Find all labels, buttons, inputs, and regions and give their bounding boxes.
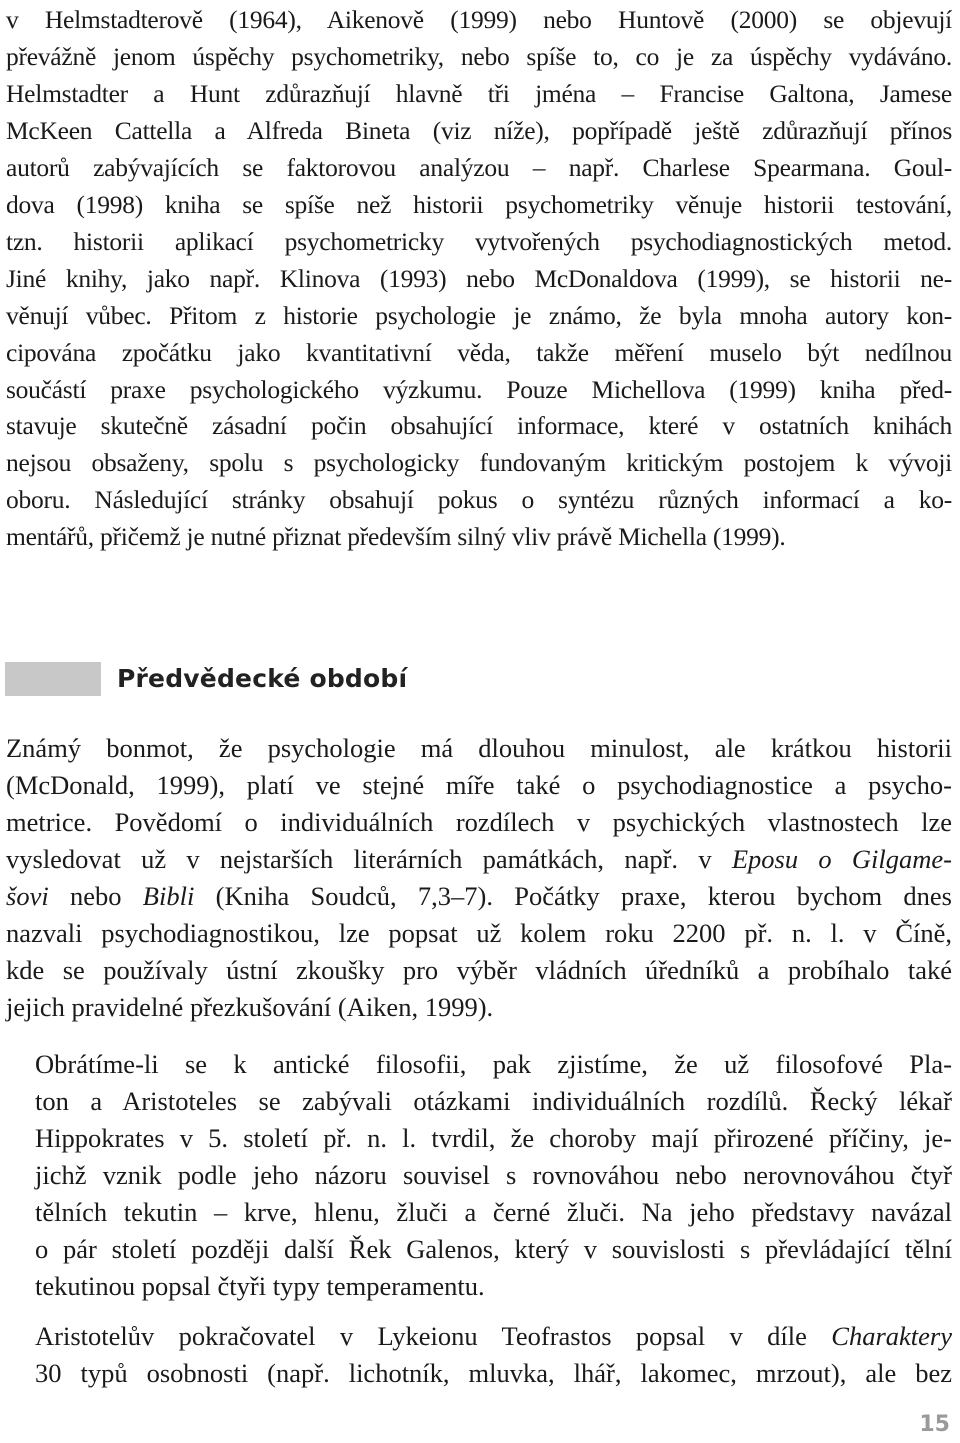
page-number: 15 — [919, 1412, 950, 1437]
section-heading: Předvědecké období — [117, 664, 408, 693]
text-line: Známý bonmot, že psychologie má dlouhou minulost, ale krátkou historii — [6, 733, 952, 763]
text-line — [6, 878, 952, 915]
book-title-italic: Charaktery — [831, 1321, 952, 1351]
paragraph-teofrastos — [6, 1318, 952, 1392]
text-line: Obrátíme-li se k antické filosofii, pak zjistíme, že už filosofové Pla- — [35, 1049, 952, 1079]
paragraph-prescientific-period — [6, 730, 952, 1026]
text-line: Hippokrates v 5. století př. n. l. tvrdil, že choroby mají přirozené příčiny, je- — [35, 1122, 952, 1153]
book-title-italic: Eposu o Gilgame- — [731, 843, 952, 874]
text-line: stavuje skutečně zásadní počin obsahující informace, které v ostatních knihách — [6, 411, 952, 441]
text-line: kde se používaly ústní zkoušky pro výběr vládních úředníků a probíhalo také — [6, 954, 952, 985]
text-line: (McDonald, 1999), platí ve stejné míře také o psychodiagnostice a psycho- — [6, 769, 952, 800]
text-line — [6, 841, 952, 878]
section-heading-marker — [5, 662, 101, 696]
text-line: cipována zpočátku jako kvantitativní věda, takže měření muselo být nedílnou — [6, 337, 952, 367]
text-line: Jiné knihy, jako např. Klinova (1993) nebo McDonaldova (1999), se historii ne- — [6, 263, 952, 293]
text-line: metrice. Povědomí o individuálních rozdílech v psychických vlastnostech lze — [6, 806, 952, 837]
text-line: jichž vznik podle jeho názoru souvisel s rovnováhou nebo nerovnováhou čtyř — [35, 1159, 952, 1190]
text-line: jejich pravidelné přezkušování (Aiken, 1999). — [6, 991, 494, 1022]
text-line: nazvali psychodiagnostikou, lze popsat už kolem roku 2200 př. n. l. v Číně, — [6, 917, 952, 948]
text-line: McKeen Cattella a Alfreda Bineta (viz níže), popřípadě ještě zdůrazňují přínos — [6, 115, 952, 145]
text-line: nejsou obsaženy, spolu s psychologicky fundovaným kritickým postojem k vývoji — [6, 448, 952, 478]
text-line: autorů zabývajících se faktorovou analýzou – např. Charlese Spearmana. Goul- — [6, 152, 952, 182]
text-line: Helmstadter a Hunt zdůrazňují hlavně tři jména – Francise Galtona, Jamese — [6, 78, 952, 108]
text-run: Aristotelův pokračovatel v Lykeionu Teofrastos popsal v díle — [35, 1321, 832, 1351]
text-line: v Helmstadterově (1964), Aikenově (1999) nebo Huntově (2000) se objevují — [6, 5, 952, 34]
text-line: dova (1998) kniha se spíše než historii psychometriky věnuje historii testování, — [6, 189, 952, 219]
text-run: nebo — [48, 880, 143, 911]
book-title-italic: šovi — [6, 880, 49, 911]
book-title-italic: Bibli — [142, 880, 195, 911]
paragraph-history-sources — [6, 2, 952, 556]
text-line: tekutinou popsal čtyři typy temperamentu. — [35, 1270, 485, 1301]
text-line: oboru. Následující stránky obsahují pokus o syntézu různých informací a ko- — [6, 485, 952, 515]
text-line — [6, 1318, 952, 1355]
text-line: věnují vůbec. Přitom z historie psychologie je známo, že byla mnoha autory kon- — [6, 300, 952, 330]
text-line: součástí praxe psychologického výzkumu. Pouze Michellova (1999) kniha před- — [6, 374, 952, 404]
text-line: tělních tekutin – krve, hlenu, žluči a černé žluči. Na jeho představy navázal — [35, 1196, 952, 1227]
text-line: mentářů, přičemž je nutné přiznat především silný vliv právě Michella (1999). — [6, 522, 786, 552]
paragraph-antique-philosophy — [6, 1046, 952, 1305]
text-line: o pár století později další Řek Galenos, který v souvislosti s převládající tělní — [35, 1233, 952, 1264]
text-line: 30 typů osobnosti (např. lichotník, mluvka, lhář, lakomec, mrzout), ale bez — [35, 1357, 952, 1388]
text-run: (Kniha Soudců, 7,3–7). Počátky praxe, kterou bychom dnes — [194, 880, 952, 911]
text-line: ton a Aristoteles se zabývali otázkami individuálních rozdílů. Řecký lékař — [35, 1085, 952, 1116]
text-run: vysledovat už v nejstarších literárních památkách, např. v — [6, 843, 732, 874]
text-line: převážně jenom úspěchy psychometriky, nebo spíše to, co je za úspěchy vydáváno. — [6, 41, 952, 71]
text-line: tzn. historii aplikací psychometricky vytvořených psychodiagnostických metod. — [6, 226, 952, 256]
